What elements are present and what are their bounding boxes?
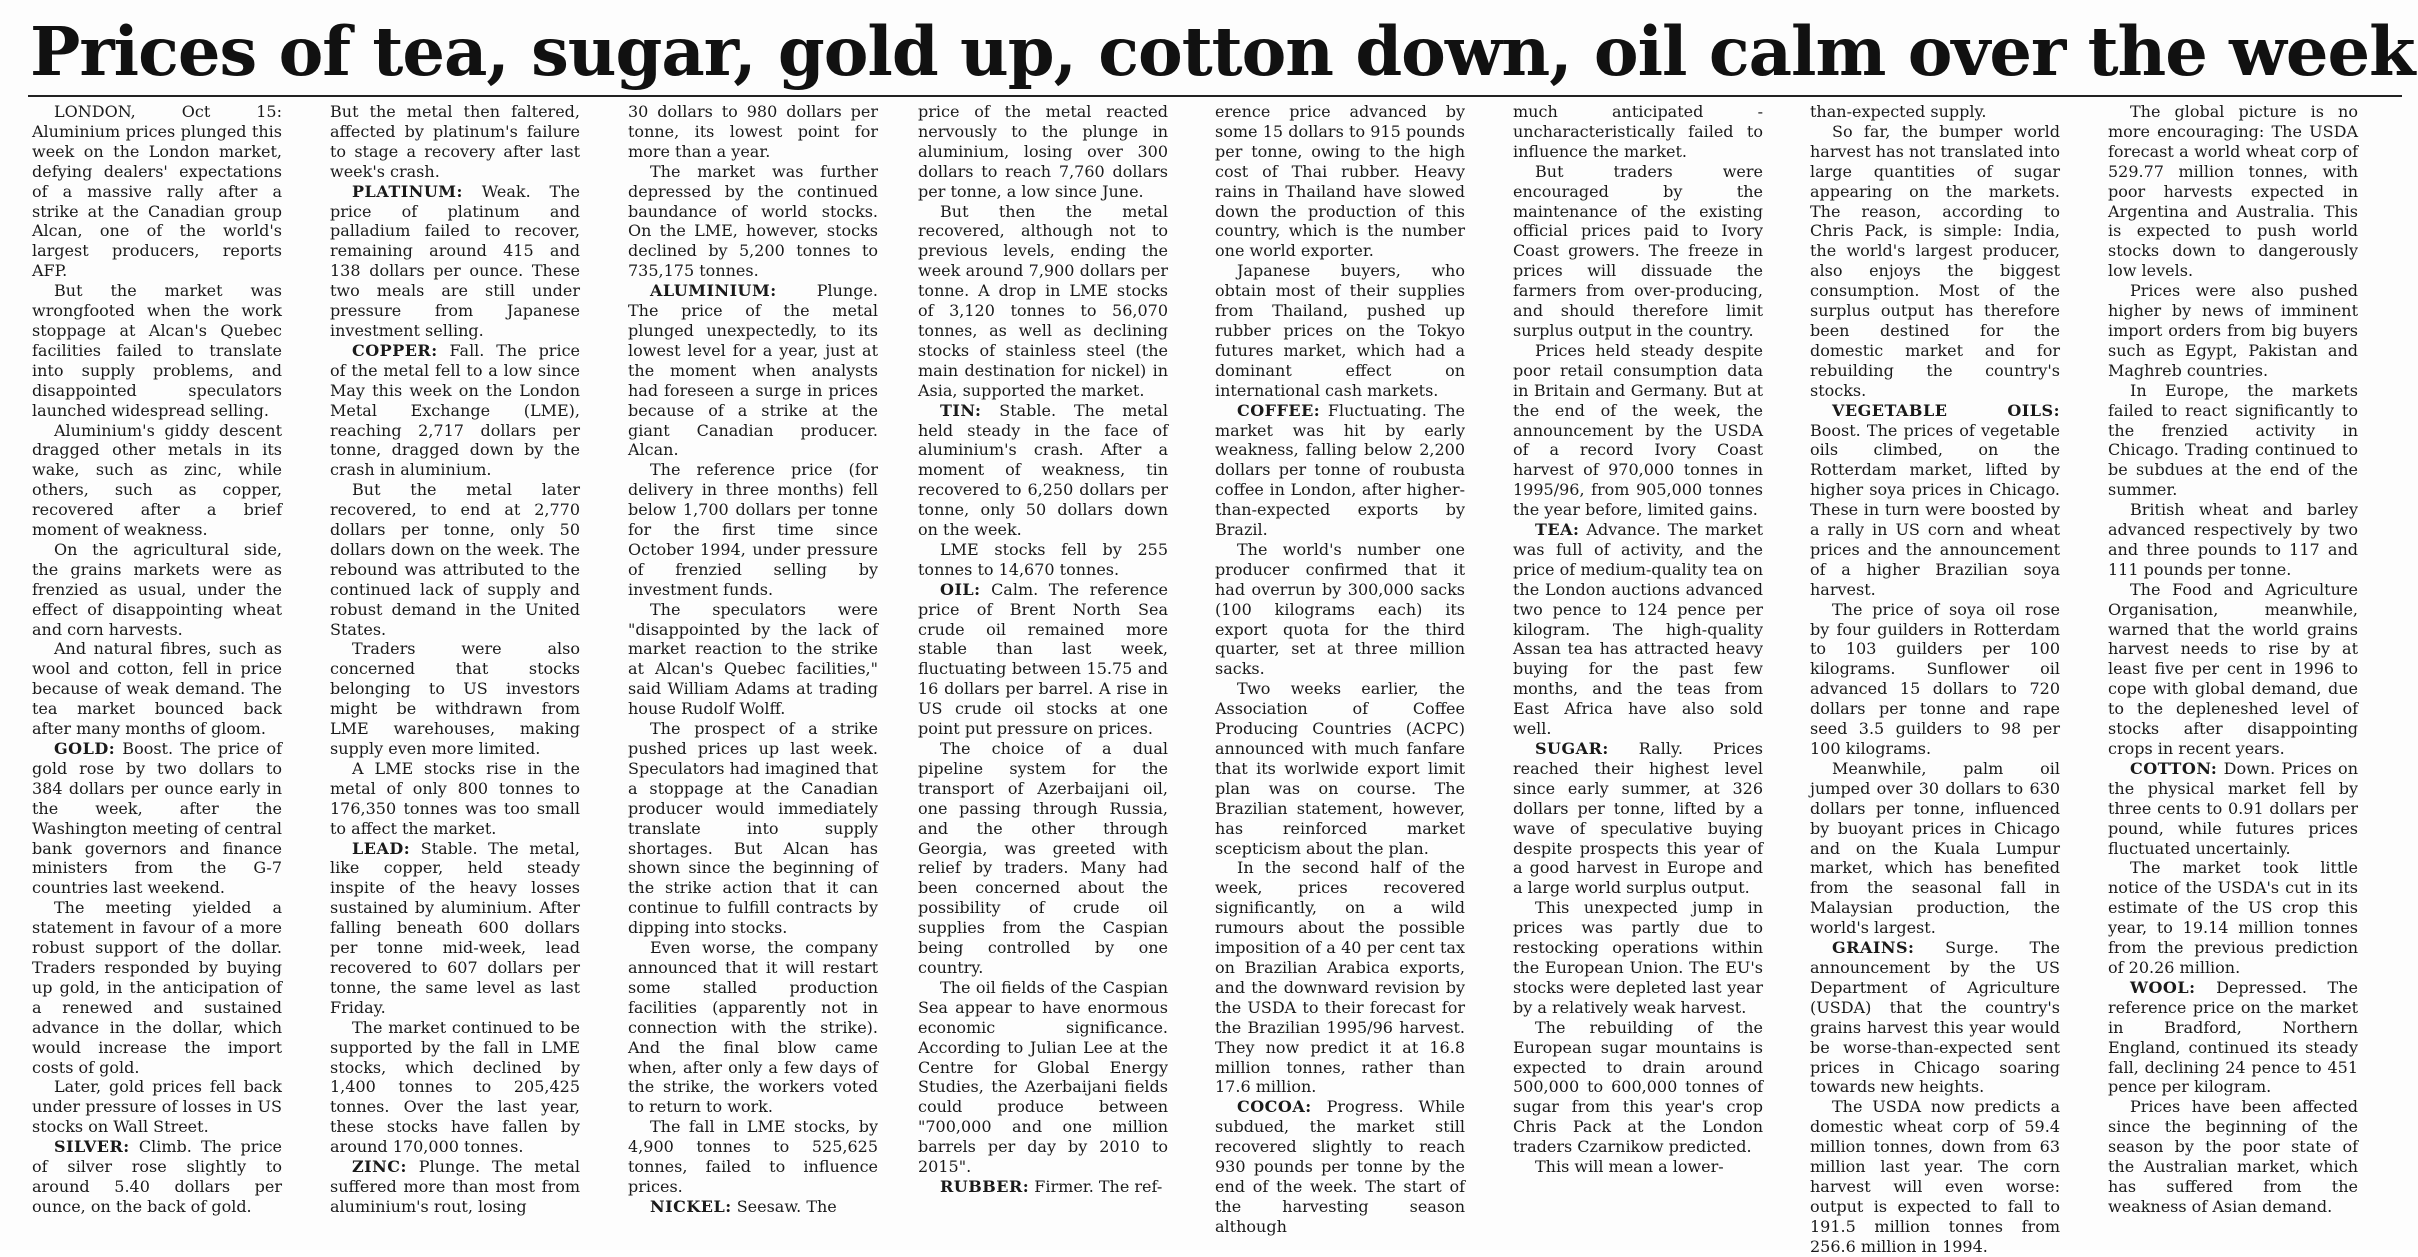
paragraph-text: Advance. The market was full of activity, and the price of medium-quality tea on the London auctions advanced two pence to 124 pence per kilogram. The high-quality Assan tea has attracted heavy buying for the past few months, and the teas from East Africa have also sold well. bbox=[1513, 520, 1763, 739]
paragraph-text: Surge. The announcement by the US Department of Agriculture (USDA) that the country's grains harvest this year would be worse-than-expected sent prices in Chicago soaring towards new heights. bbox=[1810, 938, 2060, 1097]
paragraph: The market took little notice of the USDA's cut in its estimate of the US crop this year, to 19.14 million tonnes from the previous prediction of 20.26 million. bbox=[2108, 858, 2358, 977]
article-column-1 bbox=[32, 102, 282, 1242]
paragraph bbox=[330, 1157, 580, 1217]
paragraph: The speculators were "disappointed by the lack of market reaction to the strike at Alcan's Quebec facilities," said William Adams at trading house Rudolf Wolff. bbox=[628, 599, 878, 719]
paragraph: The market continued to be supported by the fall in LME stocks, which declined by 1,400 tonnes to 205,425 tonnes. Over the last year, these stocks have fallen by around 170,000 tonnes. bbox=[330, 1017, 580, 1157]
section-keyword: GOLD: bbox=[54, 739, 116, 758]
paragraph: On the agricultural side, the grains markets were as frenzied as usual, under the effect of disappointing wheat and corn harvests. bbox=[32, 539, 282, 639]
section-keyword: LEAD: bbox=[352, 838, 411, 858]
paragraph-text: Plunge. The price of the metal plunged unexpectedly, to its lowest level for a year, just at the moment when analysts had foreseen a surge in prices because of a strike at the giant Canadian producer. Alcan. bbox=[628, 281, 878, 460]
paragraph: Later, gold prices fell back under pressure of losses in US stocks on Wall Street. bbox=[32, 1077, 282, 1137]
paragraph: But the metal then faltered, affected by platinum's failure to stage a recovery after last week's crash. bbox=[330, 102, 580, 181]
article-column-2 bbox=[330, 102, 580, 1242]
paragraph bbox=[1513, 739, 1763, 898]
section-keyword: SILVER: bbox=[54, 1137, 130, 1157]
paragraph-text: Seesaw. The bbox=[731, 1196, 837, 1216]
paragraph-text: Firmer. The ref- bbox=[1029, 1176, 1163, 1196]
article-column-7 bbox=[1810, 102, 2060, 1256]
section-keyword: ALUMINIUM: bbox=[650, 281, 777, 301]
paragraph: But traders were encouraged by the maintenance of the existing official prices paid to Ivory Coast growers. The freeze in prices will dissuade the farmers from over-producing, and should therefore limit surplus output in the country. bbox=[1513, 161, 1763, 340]
paragraph: The meeting yielded a statement in favour of a more robust support of the dollar. Traders responded by buying up gold, in the anticipation of a renewed and sustained advance in the dollar, which would increase the import costs of gold. bbox=[32, 898, 282, 1077]
article-column-5 bbox=[1215, 102, 1465, 1242]
section-keyword: TIN: bbox=[940, 400, 982, 420]
paragraph: The oil fields of the Caspian Sea appear to have enormous economic significance. According to Julian Lee at the Centre for Global Energy Studies, the Azerbaijani fields could produce between "700,000 and one million barrels per day by 2010 to 2015". bbox=[918, 977, 1168, 1177]
section-keyword: COCOA: bbox=[1237, 1097, 1312, 1117]
paragraph-text: Rally. Prices reached their highest level since early summer, at 326 dollars per tonne, lifted by a wave of speculative buying despite prospects this year of a good harvest in Europe and a large world surplus output. bbox=[1513, 739, 1763, 898]
paragraph-text: Depressed. The reference price on the market in Bradford, Northern England, continued its steady fall, declining 24 pence to 451 pence per kilogram. bbox=[2108, 977, 2358, 1097]
article-column-4 bbox=[918, 102, 1168, 1242]
paragraph-text: Fluctuating. The market was hit by early weakness, falling below 2,200 dollars per tonne of roubusta coffee in London, after higher-than-expected exports by Brazil. bbox=[1215, 400, 1465, 540]
article-column-8 bbox=[2108, 102, 2358, 1242]
paragraph: The price of soya oil rose by four guilders in Rotterdam to 103 guilders per 100 kilograms. Sunflower oil advanced 15 dollars to 720 dollars per tonne and rape seed 3.5 guilders to 98 per 100 kilograms. bbox=[1810, 599, 2060, 758]
paragraph: Aluminium's giddy descent dragged other metals in its wake, such as zinc, while others, such as copper, recovered after a brief moment of weakness. bbox=[32, 420, 282, 540]
paragraph bbox=[2108, 759, 2358, 859]
paragraph-text: Calm. The reference price of Brent North Sea crude oil remained more stable than last week, fluctuating between 15.75 and 16 dollars per barrel. A rise in US crude oil stocks at one point put pressure on prices. bbox=[918, 579, 1168, 739]
paragraph: In the second half of the week, prices recovered significantly, on a wild rumours about the possible imposition of a 40 per cent tax on Brazilian Arabica exports, and the downward revision by the USDA to their forecast for the Brazilian 1995/96 harvest. They now predict it at 16.8 million tonnes, rather than 17.6 million. bbox=[1215, 858, 1465, 1097]
paragraph: So far, the bumper world harvest has not translated into large quantities of sugar appearing on the markets. The reason, according to Chris Pack, is simple: India, the world's largest producer, also enjoys the biggest consumption. Most of the surplus output has therefore been destined for the domestic market and for rebuilding the country's stocks. bbox=[1810, 121, 2060, 400]
paragraph-text: Plunge. The metal suffered more than most from aluminium's rout, losing bbox=[330, 1157, 580, 1216]
paragraph: than-expected supply. bbox=[1810, 102, 1987, 121]
paragraph bbox=[1810, 938, 2060, 1097]
paragraph bbox=[1215, 1097, 1465, 1236]
paragraph: The world's number one producer confirmed that it had overrun by 300,000 sacks (100 kilograms each) its export quota for the third quarter, set at three million sacks. bbox=[1215, 539, 1465, 679]
paragraph: The choice of a dual pipeline system for the transport of Azerbaijani oil, one passing through Russia, and the other through Georgia, was greeted with relief by traders. Many had been concerned about the possibility of crude oil supplies from the Caspian being controlled by one country. bbox=[918, 739, 1168, 977]
paragraph bbox=[918, 401, 1168, 540]
paragraph: price of the metal reacted nervously to the plunge in aluminium, losing over 300 dollars to reach 7,760 dollars per tonne, a low since June. bbox=[918, 102, 1168, 201]
paragraph: Prices held steady despite poor retail consumption data in Britain and Germany. But at the end of the week, the announcement by the USDA of a record Ivory Coast harvest of 970,000 tonnes in 1995/96, from 905,000 tonnes the year before, limited gains. bbox=[1513, 340, 1763, 520]
paragraph: British wheat and barley advanced respectively by two and three pounds to 117 and 111 pounds per tonne. bbox=[2108, 500, 2358, 579]
paragraph: The global picture is no more encouraging: The USDA forecast a world wheat corp of 529.77 million tonnes, with poor harvests expected in Argentina and Australia. This is expected to push world stocks down to dangerously low levels. bbox=[2108, 102, 2358, 281]
paragraph: Japanese buyers, who obtain most of their supplies from Thailand, pushed up rubber prices on the Tokyo futures market, which had a dominant effect on international cash markets. bbox=[1215, 261, 1465, 400]
section-keyword: COFFEE: bbox=[1237, 400, 1321, 420]
section-keyword: VEGETABLE OILS: bbox=[1832, 400, 2060, 420]
paragraph-text: Boost. The price of gold rose by two dollars to 384 dollars per ounce early in the week, after the Washington meeting of central bank governors and finance ministers from the G-7 countries last weekend. bbox=[32, 739, 282, 898]
paragraph: But the market was wrongfooted when the work stoppage at Alcan's Quebec facilities failed to translate into supply problems, and disappointed speculators launched widespread selling. bbox=[32, 281, 282, 420]
headline: Prices of tea, sugar, gold up, cotton down, oil calm over the week bbox=[30, 12, 2415, 91]
paragraph-text: Boost. The prices of vegetable oils climbed, on the Rotterdam market, lifted by higher soya prices in Chicago. These in turn were boosted by a rally in US corn and wheat prices and the announcement of a higher Brazilian soya harvest. bbox=[1810, 420, 2060, 599]
paragraph: The fall in LME stocks, by 4,900 tonnes to 525,625 tonnes, failed to influence prices. bbox=[628, 1117, 878, 1196]
section-keyword: NICKEL: bbox=[650, 1196, 732, 1216]
paragraph bbox=[628, 281, 878, 460]
paragraph: The market was further depressed by the continued baundance of world stocks. On the LME, however, stocks declined by 5,200 tonnes to 735,175 tonnes. bbox=[628, 161, 878, 281]
paragraph bbox=[1810, 401, 2060, 600]
paragraph bbox=[628, 1197, 878, 1217]
paragraph-text: Progress. While subdued, the market still recovered slightly to reach 930 pounds per tonne by the end of the week. The start of the harvesting season although bbox=[1215, 1097, 1465, 1236]
paragraph: In Europe, the markets failed to react significantly to the frenzied activity in Chicago. Trading continued to be subdues at the end of the summer. bbox=[2108, 380, 2358, 500]
paragraph: Traders were also concerned that stocks belonging to US investors might be withdrawn from LME warehouses, making supply even more limited. bbox=[330, 639, 580, 758]
section-keyword: RUBBER: bbox=[940, 1176, 1030, 1196]
paragraph bbox=[2108, 978, 2358, 1097]
headline-rule bbox=[28, 95, 2402, 97]
section-keyword: WOOL: bbox=[2130, 977, 2196, 997]
paragraph: This will mean a lower- bbox=[1535, 1157, 1724, 1177]
paragraph bbox=[1215, 401, 1465, 540]
paragraph: The rebuilding of the European sugar mountains is expected to drain around 500,000 to 600,000 tonnes of sugar from this year's crop Chris Pack at the London traders Czarnikow predicted. bbox=[1513, 1017, 1763, 1157]
section-keyword: OIL: bbox=[940, 579, 981, 599]
paragraph: The Food and Agriculture Organisation, meanwhile, warned that the world grains harvest needs to rise by at least five per cent in 1996 to cope with global demand, due to the depleneshed level of stocks after disappointing crops in recent years. bbox=[2108, 579, 2358, 758]
paragraph: erence price advanced by some 15 dollars to 915 pounds per tonne, owing to the high cost of Thai rubber. Heavy rains in Thailand have slowed down the production of this country, which is the number one world exporter. bbox=[1215, 102, 1465, 261]
section-keyword: ZINC: bbox=[352, 1157, 407, 1177]
paragraph bbox=[918, 580, 1168, 739]
paragraph-text: Stable. The metal, like copper, held steady inspite of the heavy losses sustained by aluminium. After falling beneath 600 dollars per tonne mid-week, lead recovered to 607 dollars per tonne, the same level as last Friday. bbox=[330, 838, 580, 1017]
paragraph: Two weeks earlier, the Association of Coffee Producing Countries (ACPC) announced with much fanfare that its worlwide export limit plan was on course. The Brazilian statement, however, has reinforced market scepticism about the plan. bbox=[1215, 679, 1465, 858]
paragraph-text: Stable. The metal held steady in the face of aluminium's crash. After a moment of weakness, tin recovered to 6,250 dollars per tonne, only 50 dollars down on the week. bbox=[918, 400, 1168, 540]
paragraph: And natural fibres, such as wool and cotton, fell in price because of weak demand. The tea market bounced back after many months of gloom. bbox=[32, 639, 282, 739]
section-keyword: TEA: bbox=[1535, 520, 1580, 540]
section-keyword: PLATINUM: bbox=[352, 181, 463, 201]
paragraph: But the metal later recovered, to end at 2,770 dollars per tonne, only 50 dollars down on the week. The rebound was attributed to the continued lack of supply and robust demand in the United States. bbox=[330, 480, 580, 639]
article-column-6 bbox=[1513, 102, 1763, 1242]
paragraph-text: Down. Prices on the physical market fell by three cents to 0.91 dollars per pound, while futures prices fluctuated uncertainly. bbox=[2108, 758, 2358, 858]
paragraph: The prospect of a strike pushed prices up last week. Speculators had imagined that a stoppage at the Canadian producer would immediately translate into supply shortages. But Alcan has shown since the beginning of the strike action that it can continue to fulfill contracts by dipping into stocks. bbox=[628, 719, 878, 938]
paragraph: Prices have been affected since the beginning of the season by the poor state of the Australian market, which has suffered from the weakness of Asian demand. bbox=[2108, 1097, 2358, 1216]
paragraph: Meanwhile, palm oil jumped over 30 dollars to 630 dollars per tonne, influenced by buoyant prices in Chicago and on the Kuala Lumpur market, which has benefited from the seasonal fall in Malaysian production, the world's largest. bbox=[1810, 758, 2060, 938]
paragraph: A LME stocks rise in the metal of only 800 tonnes to 176,350 tonnes was too small to affect the market. bbox=[330, 758, 580, 838]
paragraph: But then the metal recovered, although not to previous levels, ending the week around 7,900 dollars per tonne. A drop in LME stocks of 3,120 tonnes to 56,070 tonnes, as well as declining stocks of stainless steel (the main destination for nickel) in Asia, supported the market. bbox=[918, 201, 1168, 400]
paragraph bbox=[32, 1137, 282, 1217]
section-keyword: GRAINS: bbox=[1832, 938, 1915, 958]
section-keyword: SUGAR: bbox=[1535, 739, 1609, 758]
paragraph: LME stocks fell by 255 tonnes to 14,670 tonnes. bbox=[918, 539, 1168, 579]
paragraph: Even worse, the company announced that it will restart some stalled production facilities (apparently not in connection with the strike). And the final blow came when, after only a few days of the strike, the workers voted to return to work. bbox=[628, 938, 878, 1117]
paragraph bbox=[918, 1177, 1168, 1197]
paragraph bbox=[330, 839, 580, 1018]
paragraph: LONDON, Oct 15: Aluminium prices plunged this week on the London market, defying dealers' expectations of a massive rally after a strike at the Canadian group Alcan, one of the world's largest producers, reports AFP. bbox=[32, 102, 282, 281]
paragraph: Prices were also pushed higher by news of imminent import orders from big buyers such as Egypt, Pakistan and Maghreb countries. bbox=[2108, 281, 2358, 380]
section-keyword: COPPER: bbox=[352, 340, 438, 360]
paragraph-text: Weak. The price of platinum and palladium failed to recover, remaining around 415 and 138 dollars per ounce. These two meals are still under pressure from Japanese investment selling. bbox=[330, 181, 580, 340]
paragraph: The reference price (for delivery in three months) fell below 1,700 dollars per tonne for the first time since October 1994, under pressure of frenzied selling by investment funds. bbox=[628, 460, 878, 599]
paragraph bbox=[330, 182, 580, 341]
paragraph-text: Fall. The price of the metal fell to a low since May this week on the London Metal Exchange (LME), reaching 2,717 dollars per tonne, dragged down by the crash in aluminium. bbox=[330, 340, 580, 480]
paragraph: The USDA now predicts a domestic wheat corp of 59.4 million tonnes, down from 63 million last year. The corn harvest will even worse: output is expected to fall to 191.5 million tonnes from 256.6 million in 1994. bbox=[1810, 1097, 2060, 1256]
section-keyword: COTTON: bbox=[2130, 758, 2218, 778]
paragraph: much anticipated - uncharacteristically failed to influence the market. bbox=[1513, 102, 1763, 161]
paragraph bbox=[32, 739, 282, 898]
article-column-3 bbox=[628, 102, 878, 1242]
paragraph-text: Climb. The price of silver rose slightly to around 5.40 dollars per ounce, on the back of gold. bbox=[32, 1137, 282, 1216]
paragraph: This unexpected jump in prices was partly due to restocking operations within the European Union. The EU's stocks were depleted last year by a relatively weak harvest. bbox=[1513, 898, 1763, 1017]
paragraph bbox=[330, 341, 580, 480]
paragraph: 30 dollars to 980 dollars per tonne, its lowest point for more than a year. bbox=[628, 102, 878, 161]
paragraph bbox=[1513, 520, 1763, 739]
